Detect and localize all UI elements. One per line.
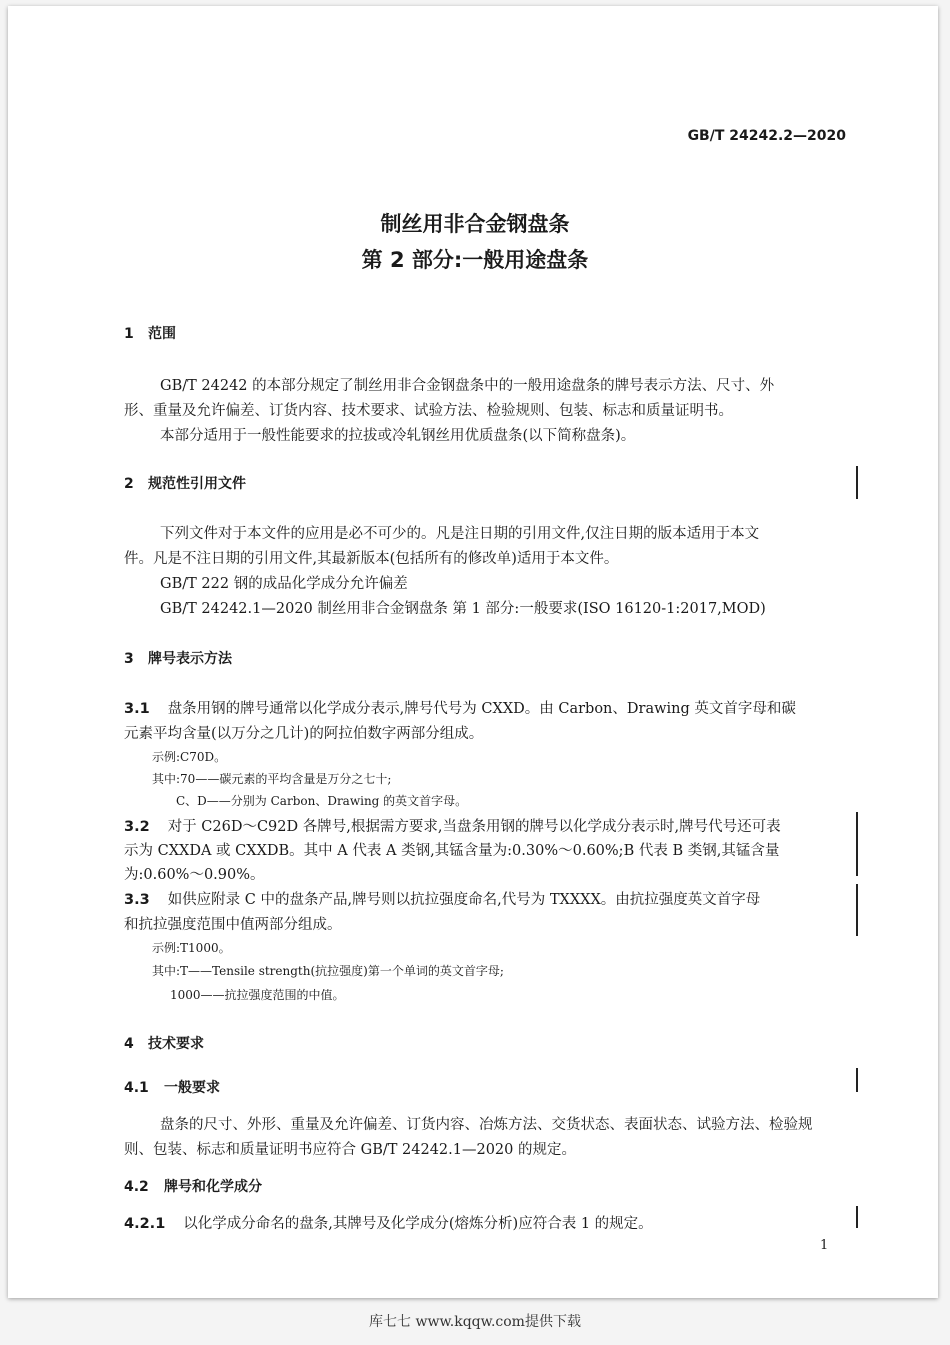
reference-entry: GB/T 222 钢的成品化学成分允许偏差 (160, 576, 408, 592)
clause-text: 对于 C26D～C92D 各牌号,根据需方要求,当盘条用钢的牌号以化学成分表示时,牌号代号还可表 (167, 819, 781, 835)
section-number: 4 (124, 1036, 134, 1052)
section-3-heading (124, 648, 232, 668)
page-number: 1 (820, 1238, 829, 1253)
subsection-4-1-heading (124, 1077, 220, 1097)
paragraph-line: 本部分适用于一般性能要求的拉拔或冷轧钢丝用优质盘条(以下简称盘条)。 (160, 428, 636, 444)
clause-text: 如供应附录 C 中的盘条产品,牌号则以抗拉强度命名,代号为 TXXXX。由抗拉强度英文首字母 (167, 892, 761, 908)
subsection-number: 4.2 (124, 1179, 149, 1195)
clause-number: 3.3 (124, 892, 150, 908)
paragraph-line: 件。凡是不注日期的引用文件,其最新版本(包括所有的修改单)适用于本文件。 (124, 551, 619, 567)
clause-3-3 (124, 888, 852, 909)
example-note: 其中:70——碳元素的平均含量是万分之七十; (152, 772, 392, 786)
example-label: 示例:T1000。 (152, 941, 231, 955)
document-title-line-2: 第 2 部分:一般用途盘条 (361, 248, 589, 272)
paragraph-line: 盘条的尺寸、外形、重量及允许偏差、订货内容、冶炼方法、交货状态、表面状态、试验方法、检验规 (160, 1117, 813, 1133)
paragraph-line: 示为 CXXDA 或 CXXDB。其中 A 代表 A 类钢,其锰含量为:0.30%～0.60%;B 代表 B 类钢,其锰含量 (124, 843, 780, 859)
section-title: 牌号表示方法 (148, 651, 232, 667)
example-note: C、D——分别为 Carbon、Drawing 的英文首字母。 (176, 794, 468, 808)
clause-3-2 (124, 815, 852, 836)
clause-number: 3.1 (124, 701, 150, 717)
example-note: 1000——抗拉强度范围的中值。 (170, 988, 345, 1002)
change-bar (856, 466, 858, 499)
section-title: 技术要求 (148, 1036, 204, 1052)
paragraph-line: 下列文件对于本文件的应用是必不可少的。凡是注日期的引用文件,仅注日期的版本适用于本文 (160, 526, 760, 542)
standard-number: GB/T 24242.2—2020 (687, 128, 846, 144)
paragraph-line: GB/T 24242 的本部分规定了制丝用非合金钢盘条中的一般用途盘条的牌号表示方法、尺寸、外 (160, 378, 775, 394)
clause-number: 4.2.1 (124, 1216, 166, 1232)
paragraph-line: 和抗拉强度范围中值两部分组成。 (124, 917, 342, 933)
change-bar (856, 884, 858, 936)
section-2-heading (124, 473, 246, 493)
paragraph-line: 则、包装、标志和质量证明书应符合 GB/T 24242.1—2020 的规定。 (124, 1142, 576, 1158)
download-footer: 库七七 www.kqqw.com提供下载 (369, 1314, 581, 1330)
example-note: 其中:T——Tensile strength(抗拉强度)第一个单词的英文首字母; (152, 964, 504, 978)
change-bar (856, 812, 858, 876)
section-4-heading (124, 1033, 204, 1053)
paragraph-line: 为:0.60%～0.90%。 (124, 867, 265, 883)
example-label: 示例:C70D。 (152, 750, 227, 764)
clause-text: 盘条用钢的牌号通常以化学成分表示,牌号代号为 CXXD。由 Carbon、Drawing 英文首字母和碳 (167, 701, 796, 717)
section-number: 3 (124, 651, 134, 667)
change-bar (856, 1206, 858, 1228)
paragraph-line: 元素平均含量(以万分之几计)的阿拉伯数字两部分组成。 (124, 726, 484, 742)
section-1-heading (124, 323, 176, 343)
document-title-line-1: 制丝用非合金钢盘条 (380, 212, 570, 236)
clause-3-1 (124, 697, 852, 718)
clause-4-2-1 (124, 1212, 852, 1233)
subsection-title: 牌号和化学成分 (164, 1179, 262, 1195)
section-number: 2 (124, 476, 134, 492)
paragraph-line: 形、重量及允许偏差、订货内容、技术要求、试验方法、检验规则、包装、标志和质量证明书。 (124, 403, 733, 419)
clause-text: 以化学成分命名的盘条,其牌号及化学成分(熔炼分析)应符合表 1 的规定。 (183, 1216, 653, 1232)
change-bar (856, 1068, 858, 1092)
reference-entry: GB/T 24242.1—2020 制丝用非合金钢盘条 第 1 部分:一般要求(ISO 16120-1:2017,MOD) (160, 601, 766, 617)
clause-number: 3.2 (124, 819, 150, 835)
section-title: 范围 (148, 326, 176, 342)
subsection-title: 一般要求 (164, 1080, 220, 1096)
subsection-4-2-heading (124, 1176, 262, 1196)
section-title: 规范性引用文件 (148, 476, 246, 492)
subsection-number: 4.1 (124, 1080, 149, 1096)
section-number: 1 (124, 326, 134, 342)
